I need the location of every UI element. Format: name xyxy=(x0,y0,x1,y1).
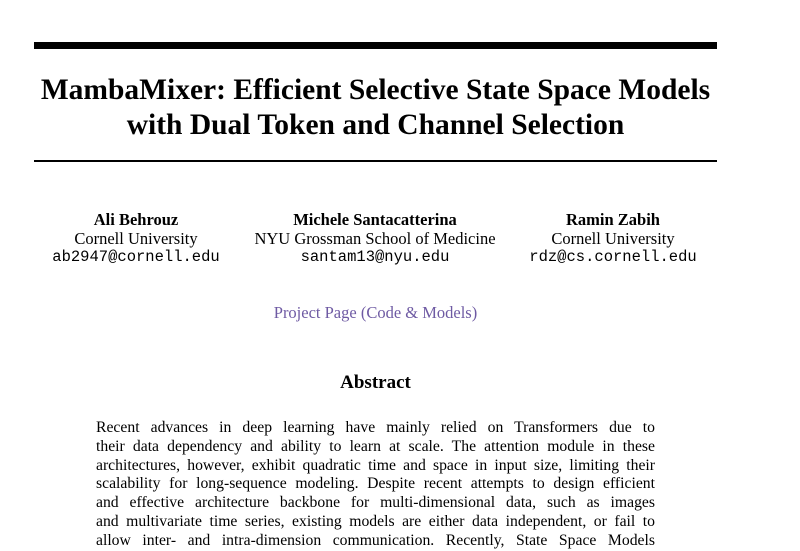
abstract-line: architectures, however, exhibit quadratic time and space in input size, limiting their xyxy=(96,456,655,474)
author-name: Ramin Zabih xyxy=(566,210,660,229)
author-name: Ali Behrouz xyxy=(93,210,179,229)
author-name: Michele Santacatterina xyxy=(293,210,457,229)
paper-title-line-1: MambaMixer: Efficient Selective State Space Models xyxy=(40,74,711,106)
abstract-line: allow inter- and intra-dimension communication. Recently, State Space Models xyxy=(96,531,655,549)
abstract-line: and effective architecture backbone for multi-dimensional data, such as images xyxy=(96,494,655,512)
author-block-2 xyxy=(235,210,515,267)
author-affiliation: Cornell University xyxy=(74,229,198,248)
author-email: rdz@cs.cornell.edu xyxy=(529,248,697,266)
author-affiliation: Cornell University xyxy=(551,229,675,248)
abstract-line: and multivariate time series, existing models are either data independent, or fail to xyxy=(96,512,655,530)
author-block-3 xyxy=(513,210,713,267)
abstract-line: Recent advances in deep learning have mainly relied on Transformers due to xyxy=(96,419,655,436)
project-page-link[interactable]: Project Page (Code & Models) xyxy=(273,303,478,322)
abstract-text xyxy=(96,419,655,551)
title-top-rule xyxy=(34,42,717,49)
title-bottom-rule xyxy=(34,160,717,162)
paper-title xyxy=(0,73,751,143)
author-email: ab2947@cornell.edu xyxy=(52,248,220,266)
paper-title-line-2: with Dual Token and Channel Selection xyxy=(126,109,625,141)
author-affiliation: NYU Grossman School of Medicine xyxy=(254,229,496,248)
author-block-1 xyxy=(36,210,236,267)
abstract-heading: Abstract xyxy=(340,372,411,393)
author-email: santam13@nyu.edu xyxy=(300,248,450,266)
abstract-line: their data dependency and ability to learn at scale. The attention module in these xyxy=(96,437,655,455)
abstract-line: scalability for long-sequence modeling. Despite recent attempts to design efficient xyxy=(96,475,655,493)
